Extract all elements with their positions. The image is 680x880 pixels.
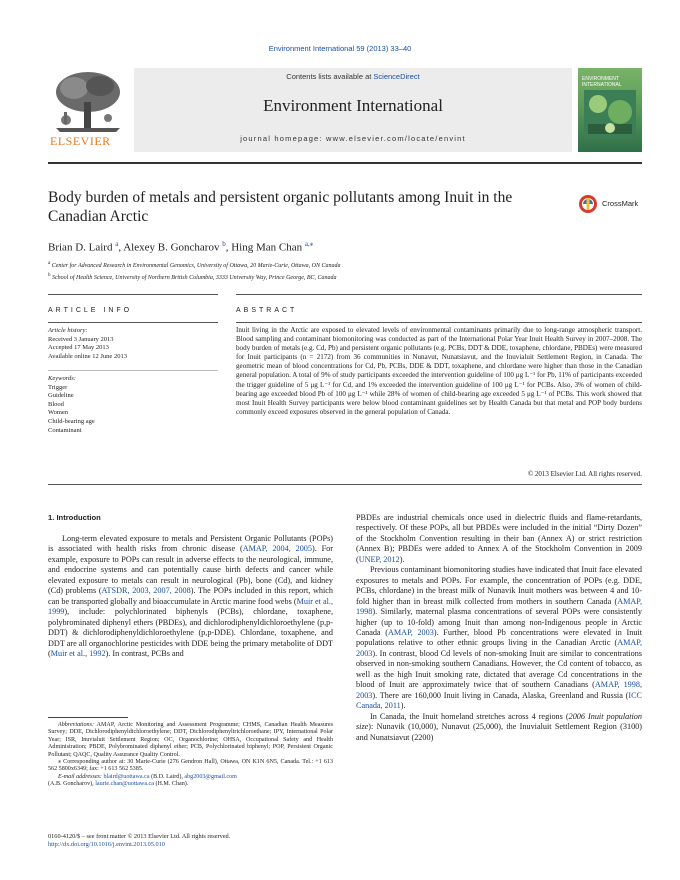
keyword-item: Guideline (48, 392, 74, 400)
cover-title: ENVIRONMENT INTERNATIONAL (582, 76, 622, 88)
homepage-prefix: journal homepage: (240, 134, 326, 143)
body-text: ). In contrast, PCBs and (105, 648, 184, 658)
author-name[interactable]: Brian D. Laird (48, 241, 113, 254)
abstract-heading: ABSTRACT (236, 307, 298, 314)
elsevier-wordmark: ELSEVIER (50, 134, 111, 148)
abstract-rule (48, 484, 642, 485)
citation-link[interactable]: ICC Canada, 2011 (356, 690, 642, 711)
email-label: E-mail addresses: (58, 773, 102, 780)
keyword-item: Women (48, 409, 69, 417)
footnote-rule (48, 717, 128, 718)
body-text: ). (400, 701, 406, 711)
history-divider (48, 370, 218, 371)
issn-block (48, 833, 230, 849)
author-affiliation-marker[interactable]: a,⁎ (304, 240, 314, 248)
email-owner: (H.M. Chan). (153, 781, 189, 788)
contents-prefix: Contents lists available at (286, 72, 374, 81)
body-column-right (356, 513, 642, 743)
keyword-item: Contaminant (48, 426, 82, 434)
section-rule (48, 294, 218, 295)
article-title: Body burden of metals and persistent organic pollutants among Inuit in the Canadian Arctic (48, 189, 513, 225)
email-link[interactable]: laurie.chan@uottawa.ca (95, 781, 154, 788)
introduction-heading: 1. Introduction (48, 513, 101, 522)
journal-cover-thumbnail[interactable] (578, 68, 642, 152)
abstract-body: Inuit living in the Arctic are exposed to elevated levels of environmental contaminants primarily due to long-range atmospheric transport. Blood sampling and contaminant biomonitoring was conducted as part of the International Polar Year Inuit Health Survey in 2007–2008. The body burden of metals (e.g. Cd, Pb) and persistent organic pollutants (e.g. PCBs, DDT & DDE, toxaphene, chlordane, PBDEs) were measured for Inuit participants (n = 2172) from 36 communities in Nunavut, Nunatsiavut, and the Inuvialuit Settlement Region, in Canada. The geometric mean of blood concentrations for Cd, Pb, PCBs, DDE & DDT, toxaphene, and chlordane were higher than those in the Canadian general population. A total of 9% of study participants exceeded the intervention guideline of 100 μg L⁻¹ for Pb, 11% of participants exceeded the trigger guideline of 5 μg L⁻¹ for Cd, and 1% exceeded the intervention guideline of 100 μg L⁻¹ for PCBs. Also, 3% of women of child-bearing age exceeded blood Pb of 100 μg L⁻¹ while 28% of women of child-bearing age exceeded 5 μg L⁻¹ of PCBs. This work showed that most Inuit Health Survey participants were below blood contaminant guidelines set by Health Canada but that metal and POP body burdens commonly exceed exposures observed in the general population of Canada. (236, 326, 642, 416)
journal-name: Environment International (263, 96, 443, 115)
affiliation-line (48, 259, 642, 271)
author-separator: , (118, 241, 124, 254)
email-owner: (A.B. Goncharov), (48, 781, 96, 788)
email-footnote (48, 774, 333, 789)
corresponding-author-footnote: ⁎ Corresponding author at: 30 Marie-Curie (276 Gendron Hall), Ottawa, ON K1N 6N5, Canada. Tel.: +1 613 562 5800x6349; fax: +1 613 562 5385. (48, 759, 333, 773)
affiliation-text: School of Health Science, University of Northern British Columbia, 3333 University Way, Prince George, BC, Canada (52, 275, 337, 281)
citation-link[interactable]: AMAP, 1998 (356, 596, 642, 617)
crossmark-label: CrossMark (602, 199, 639, 208)
affiliation-line (48, 271, 642, 283)
article-history (48, 327, 218, 361)
cover-art-image (584, 90, 636, 138)
masthead-rule (48, 162, 642, 164)
body-text: ). (399, 554, 405, 564)
abbreviations-label: Abbreviations: (58, 722, 94, 728)
homepage-url-link[interactable]: www.elsevier.com/locate/envint (326, 134, 466, 143)
body-text: ). In contrast, blood Cd levels of non-smoking Inuit are similar to concentrations observed in non-smoking southern Canadians. However, the Cd content of tobacco, as well as the high Inuit smoking rate, dictated that average Cd concentrations in the blood of Inuit are approximately twice that of southern Canadians ( (356, 648, 642, 690)
body-text: PBDEs are industrial chemicals once used in dielectric fluids and flame-retardants, respectively. Of these POPs, all but PBDEs were included in the initial “Dirty Dozen” of the Stockholm Convention resulting in their ban (Annex A) or strict restriction (Annex B); PBDEs were added to Annex A of the Stockholm Convention in 2009 ( (356, 513, 642, 564)
italic-text: 2006 Inuit population size (356, 711, 642, 732)
section-rule (236, 322, 642, 323)
section-rule (236, 294, 642, 295)
body-text: ). Similarly, maternal plasma concentrations of several POPs were consistently higher (up to 10-fold) among Inuit than among non-Indigenous people in Arctic Canada ( (356, 607, 642, 637)
intro-paragraph-1 (48, 534, 333, 659)
body-text: ): Nunavik (10,000), Nunavut (25,000), the Inuvialuit Settlement Region (3100) and Nunatsiavut (2200) (356, 722, 642, 742)
body-text: ). Further, blood Pb concentrations were elevated in Inuit populations relative to other ethnic groups living in the Canadian Arctic ( (356, 627, 642, 648)
affiliation-marker: a (48, 261, 51, 266)
crossmark-icon (578, 194, 598, 214)
author-list (48, 240, 313, 254)
doi-link[interactable]: http://dx.doi.org/10.1016/j.envint.2013.05.010 (48, 841, 165, 848)
body-text: Long-term elevated exposure to metals and Persistent Organic Pollutants (POPs) is associated with health risks from chronic disease ( (48, 534, 333, 554)
intro-paragraph-4 (356, 712, 642, 743)
intro-paragraph-3 (356, 565, 642, 711)
body-text: ), include: polychlorinated biphenyls (PCBs), chlordane, toxaphene, polybrominated diphenyl ethers (PBDEs), and dichlorodiphenyldichloroethylene (p,p-DDT) & dichlorodiphenyldichloroethylene (p,p-DDE). Chlordane, toxaphene, and DDT are all organochlorine pesticides with DDE being the primary metabolite of DDT ( (48, 607, 333, 658)
author-separator: , (225, 241, 232, 254)
journal-homepage (134, 134, 572, 143)
affiliation-text: Center for Advanced Research in Environmental Genomics, University of Ottawa, 20 Marie-Curie, Ottawa, ON Canada (51, 263, 341, 269)
history-online: Available online 12 June 2013 (48, 352, 127, 360)
history-label: Article history: (48, 327, 88, 334)
abbreviations-text: AMAP, Arctic Monitoring and Assessment Programme; CHMS, Canadian Health Measures Survey; DDE, Dichlorodiphenyldichloroethylene; DDT, Dichlorodiphenyltrichloroethane; IPY, International Polar Year; ISR, Inuvialuit Settlement Region; OC, Organochlorine; OHSA, Occupational Safety and Health Administration; PBDE, Polybrominated diphenyl ether; PCB, Polychlorinated biphenyl; POP, Persistent Organic Pollutant; QAQC, Quality Assurance Quality Control. (48, 722, 333, 758)
email-link[interactable]: blaird@uottawa.ca (103, 773, 150, 780)
citation-link[interactable]: AMAP, 2004, 2005 (242, 544, 312, 554)
citation-link[interactable]: AMAP, 2003 (356, 638, 642, 658)
citation-link[interactable]: AMAP, 1998, 2003 (356, 680, 642, 700)
journal-header-panel (134, 68, 572, 152)
affiliations (48, 259, 642, 283)
citation-link[interactable]: Muir et al., 1999 (48, 596, 333, 617)
journal-citation-link[interactable]: Environment International 59 (2013) 33–40 (268, 44, 412, 53)
body-text: Previous contaminant biomonitoring studies have indicated that Inuit face elevated exposures to metals and POPs. For example, the concentration of POPs (e.g. DDE, PCBs, chlordane) in the breast milk of Nunavik Inuit mothers was between 4 and 10-fold higher than in breast milk collected from mothers in southern Canada ( (356, 565, 642, 606)
author-affiliation-marker[interactable]: b (222, 240, 226, 248)
keyword-item: Blood (48, 400, 64, 408)
author-name[interactable]: Hing Man Chan (231, 241, 303, 254)
history-accepted: Accepted 17 May 2013 (48, 344, 109, 352)
keyword-item: Trigger (48, 383, 68, 391)
keywords-label: Keywords: (48, 375, 76, 382)
sciencedirect-link[interactable]: ScienceDirect (373, 72, 420, 81)
keyword-item: Child-bearing age (48, 417, 95, 425)
email-owner: (B.D. Laird), (149, 773, 185, 780)
history-received: Received 3 January 2013 (48, 335, 114, 343)
abbreviations-footnote (48, 722, 333, 759)
issn-line: 0160-4120/$ – see front matter © 2013 Elsevier Ltd. All rights reserved. (48, 833, 231, 840)
citation-link[interactable]: AMAP, 2003 (387, 627, 434, 637)
abstract-copyright: © 2013 Elsevier Ltd. All rights reserved. (527, 470, 642, 478)
citation-link[interactable]: UNEP, 2012 (358, 554, 400, 564)
contents-availability (134, 72, 572, 81)
citation-link[interactable]: Muir et al., 1992 (50, 648, 106, 658)
intro-paragraph-2 (356, 513, 642, 565)
article-info-heading: ARTICLE INFO (48, 307, 133, 314)
section-rule (48, 322, 218, 323)
journal-masthead (48, 66, 642, 154)
email-link[interactable]: abg2003@gmail.com (184, 773, 237, 780)
citation-link[interactable]: ATSDR, 2003, 2007, 2008 (101, 586, 191, 596)
footnotes (48, 722, 333, 789)
keyword-list (48, 375, 218, 435)
body-column-left (48, 534, 333, 659)
author-name[interactable]: Alexey B. Goncharov (123, 241, 220, 254)
body-text: ). The POPs included in this report, which can be transported globally and bioaccumulate in Arctic marine food webs ( (48, 586, 333, 606)
body-text: ). For example, exposure to POPs can result in adverse effects to the neurological, immune, and endocrine systems and can potentially cause birth defects and cancer while elevated exposure to metals can result in neurological (Pb), bone (Cd), and kidney (Cd) problems ( (48, 544, 333, 596)
body-text: In Canada, the Inuit homeland stretches across 4 regions ( (370, 711, 569, 721)
crossmark-badge[interactable] (578, 194, 644, 214)
body-text: ). There are 160,000 Inuit living in Canada, Alaska, Greenland and Russia ( (372, 690, 629, 700)
author-affiliation-marker[interactable]: a (115, 240, 119, 248)
affiliation-marker: b (48, 273, 51, 278)
